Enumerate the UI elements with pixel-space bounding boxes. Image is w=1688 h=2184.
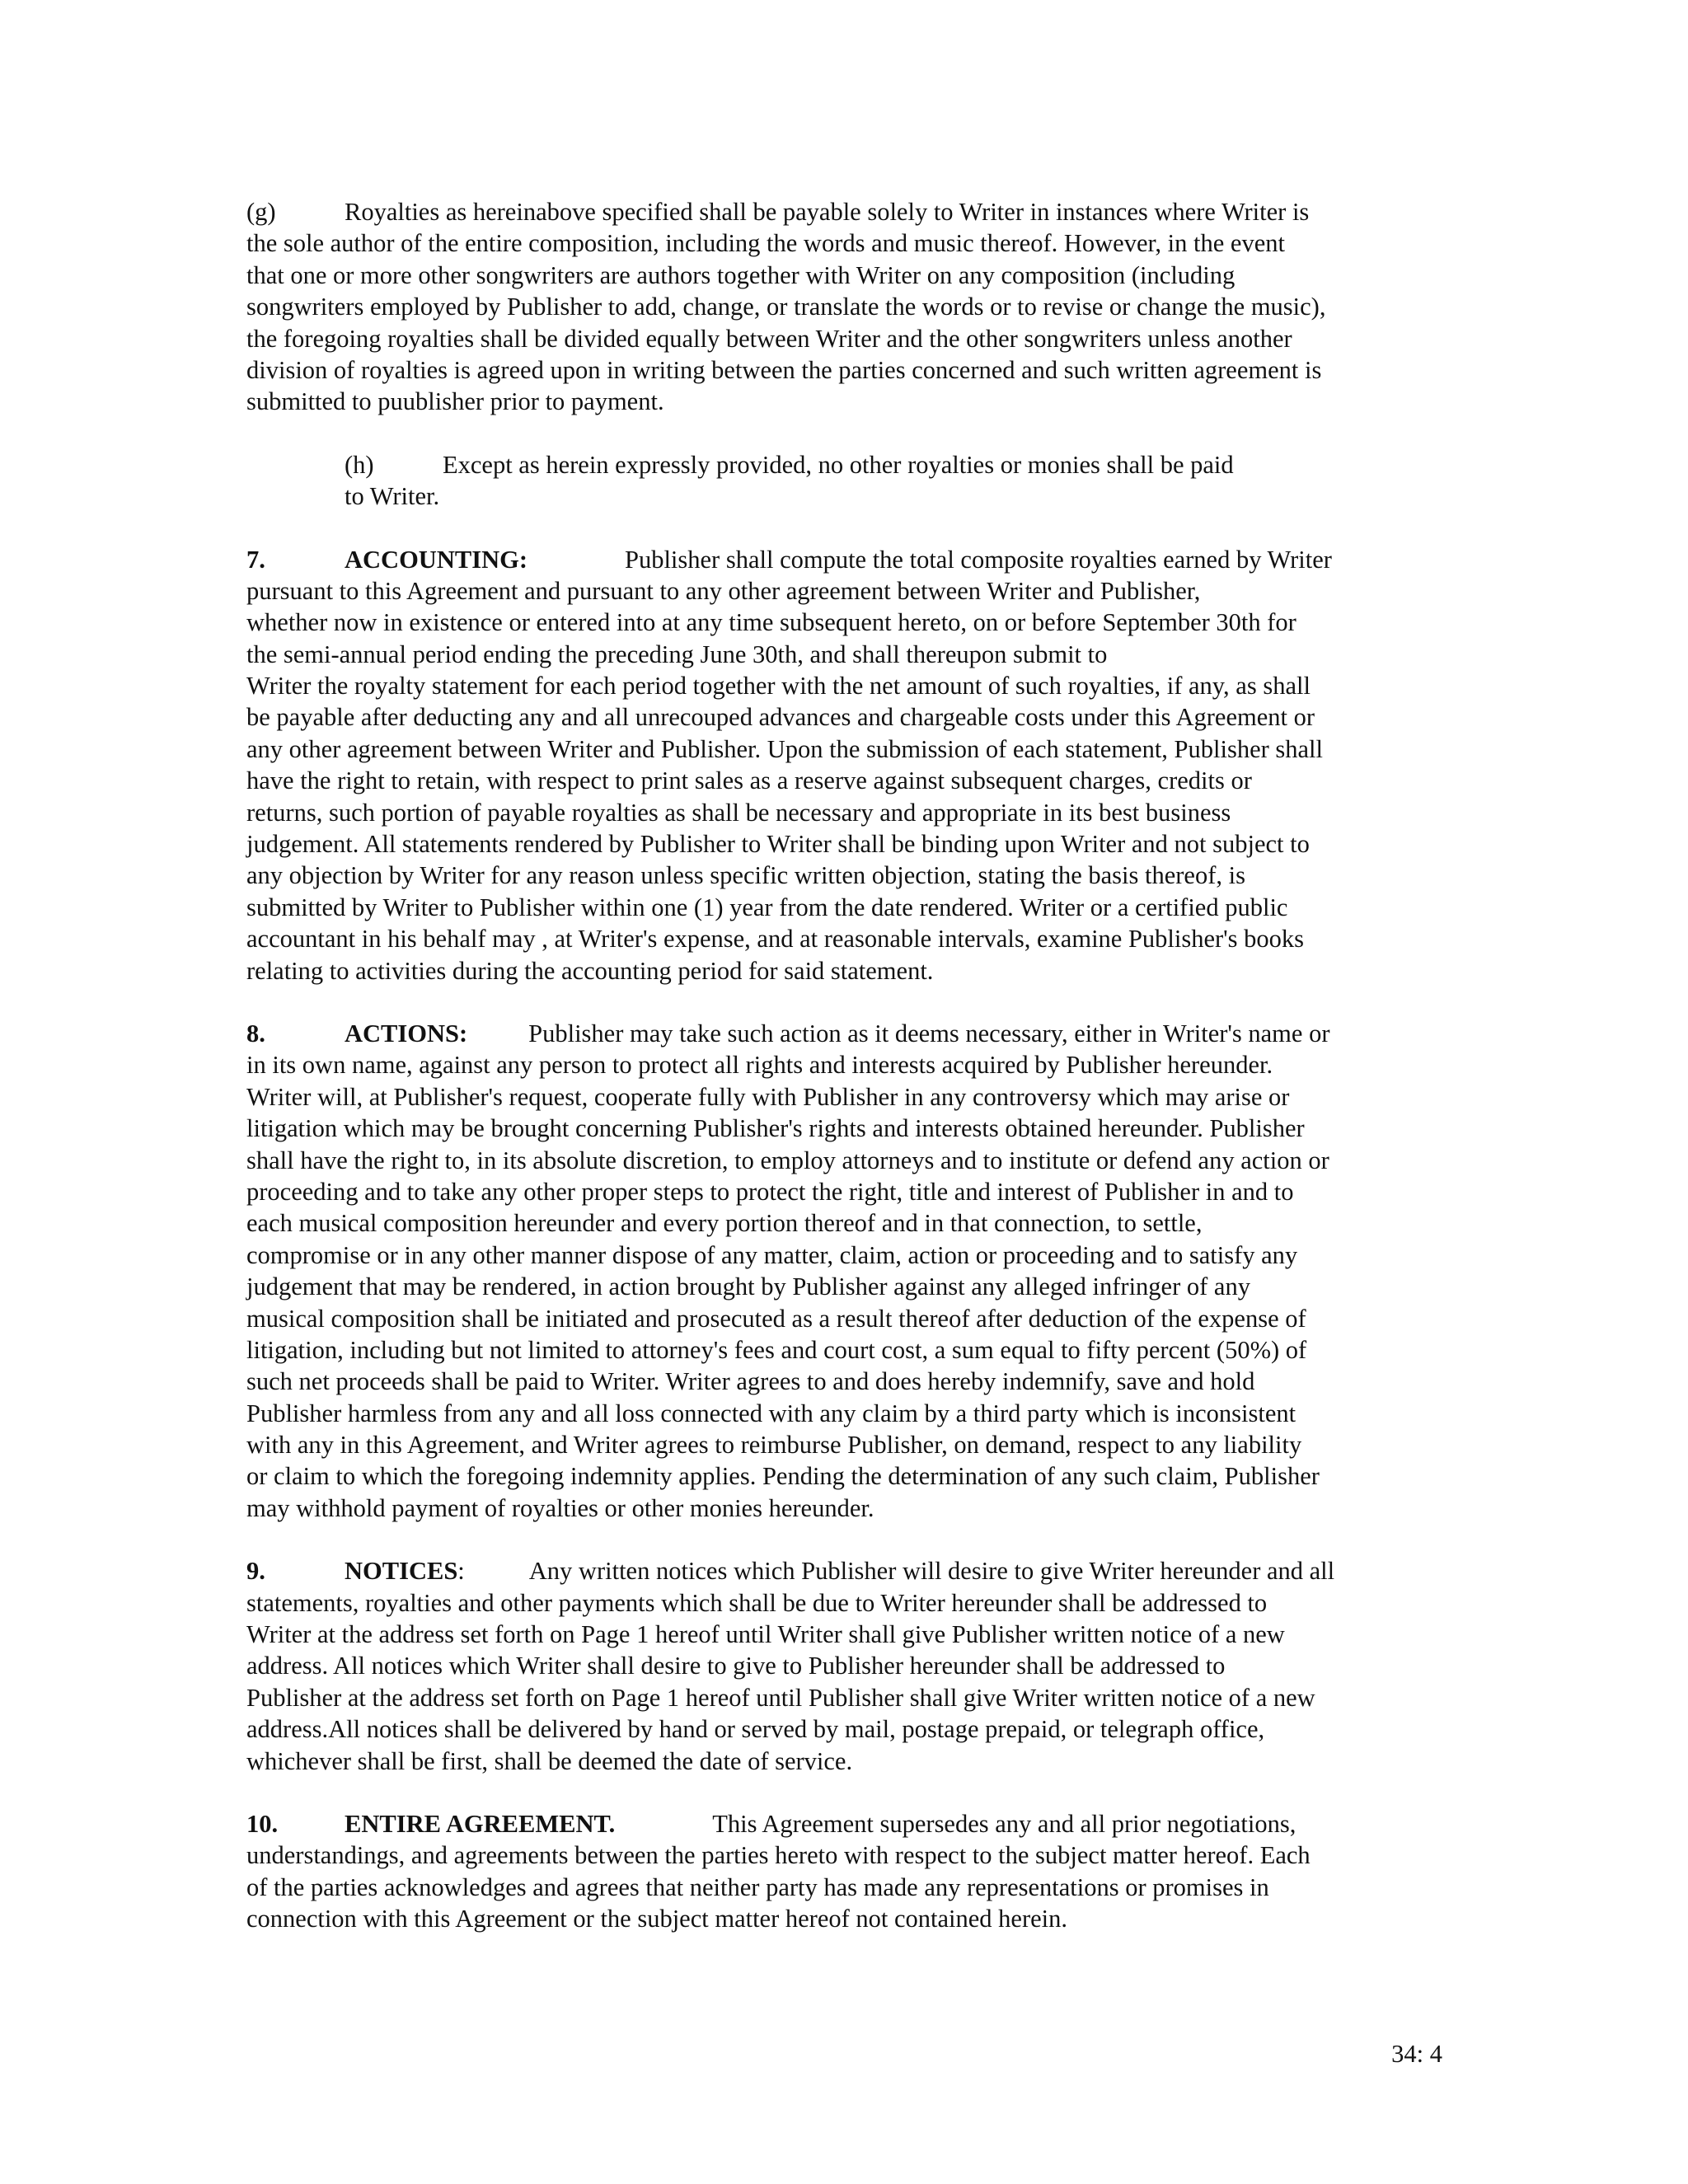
section-9-text-1: Any written notices which Publisher will desire to give Writer hereunder and all: [528, 1557, 1335, 1586]
section-10-entire-agreement: [246, 1808, 1443, 1935]
section-9-line-3: Writer at the address set forth on Page 1 hereof until Writer shall give Publisher written notice of a new: [246, 1620, 1285, 1649]
section-7-line-12: submitted by Writer to Publisher within one (1) year from the date rendered. Writer or a certified public: [246, 893, 1288, 921]
paragraph-h-text-1: Except as herein expressly provided, no other royalties or monies shall be paid: [443, 450, 1234, 479]
section-9-colon: :: [457, 1557, 465, 1586]
section-9-line-7: whichever shall be first, shall be deemed the date of service.: [246, 1746, 853, 1775]
section-10-number: 10.: [246, 1809, 279, 1838]
section-8-line-6: proceeding and to take any other proper steps to protect the right, title and interest of Publisher in and to: [246, 1177, 1294, 1206]
section-7-line-1: [246, 544, 1443, 575]
section-8-line-16: may withhold payment of royalties or other monies hereunder.: [246, 1493, 874, 1522]
section-8-line-10: musical composition shall be initiated and prosecuted as a result thereof after deduction of the expense of: [246, 1304, 1306, 1333]
section-7-line-10: judgement. All statements rendered by Publisher to Writer shall be binding upon Writer and not subject to: [246, 830, 1310, 859]
section-10-line-2: understandings, and agreements between the parties hereto with respect to the subject matter hereof. Each: [246, 1841, 1311, 1870]
section-7-heading: ACCOUNTING:: [345, 545, 528, 574]
section-8-line-4: litigation which may be brought concerning Publisher's rights and interests obtained hereunder. Publisher: [246, 1114, 1305, 1143]
paragraph-g-line-3: that one or more other songwriters are authors together with Writer on any composition (including: [246, 260, 1236, 289]
section-8-number: 8.: [246, 1019, 265, 1047]
section-9-line-4: address. All notices which Writer shall desire to give to Publisher hereunder shall be addressed to: [246, 1652, 1226, 1680]
paragraph-g: [246, 196, 1443, 418]
section-8-line-5: shall have the right to, in its absolute discretion, to employ attorneys and to institute or defend any action or: [246, 1146, 1329, 1174]
section-7-line-5: Writer the royalty statement for each period together with the net amount of such royalties, if any, as shall: [246, 672, 1311, 701]
section-10-line-3: of the parties acknowledges and agrees that neither party has made any representations or promises in: [246, 1872, 1269, 1901]
section-9-line-6: address.All notices shall be delivered by hand or served by mail, postage prepaid, or telegraph office,: [246, 1715, 1265, 1744]
section-7-text-1: Publisher shall compute the total composite royalties earned by Writer: [624, 545, 1332, 574]
paragraph-g-line-7: submitted to puublisher prior to payment.: [246, 387, 664, 416]
section-9-number: 9.: [246, 1557, 265, 1586]
section-7-line-14: relating to activities during the accounting period for said statement.: [246, 956, 934, 985]
paragraph-g-label: (g): [246, 198, 276, 226]
section-7-line-4: the semi-annual period ending the preceding June 30th, and shall thereupon submit to: [246, 640, 1108, 668]
section-9-heading: NOTICES: [345, 1557, 458, 1586]
paragraph-g-line-2: the sole author of the entire composition, including the words and music thereof. However, in the event: [246, 229, 1285, 258]
section-8-line-11: litigation, including but not limited to attorney's fees and court cost, a sum equal to fifty percent (50%) of: [246, 1335, 1307, 1364]
paragraph-g-line-4: songwriters employed by Publisher to add, change, or translate the words or to revise or change the music),: [246, 293, 1326, 321]
section-10-line-4: connection with this Agreement or the subject matter hereof not contained herein.: [246, 1905, 1068, 1933]
section-10-heading: ENTIRE AGREEMENT.: [345, 1809, 616, 1838]
section-7-line-9: returns, such portion of payable royalties as shall be necessary and appropriate in its best business: [246, 798, 1231, 827]
section-9-line-5: Publisher at the address set forth on Page 1 hereof until Publisher shall give Writer written notice of a new: [246, 1683, 1315, 1712]
section-8-heading: ACTIONS:: [345, 1019, 468, 1047]
section-10-line-1: [246, 1808, 1443, 1840]
section-9-line-2: statements, royalties and other payments which shall be due to Writer hereunder shall be addressed to: [246, 1588, 1268, 1617]
section-8-actions: [246, 1018, 1443, 1524]
section-8-line-14: with any in this Agreement, and Writer agrees to reimburse Publisher, on demand, respect to any liability: [246, 1431, 1302, 1460]
section-8-line-8: compromise or in any other manner dispose of any matter, claim, action or proceeding and to satisfy any: [246, 1240, 1298, 1269]
paragraph-g-line-5: the foregoing royalties shall be divided equally between Writer and the other songwriters unless another: [246, 324, 1292, 353]
section-7-number: 7.: [246, 545, 265, 574]
paragraph-g-text-1: Royalties as hereinabove specified shall be payable solely to Writer in instances where Writer is: [345, 198, 1310, 226]
page-number: 34: 4: [1391, 2040, 1442, 2068]
section-9-notices: [246, 1555, 1443, 1777]
section-7-accounting: [246, 544, 1443, 987]
section-8-text-1: Publisher may take such action as it deems necessary, either in Writer's name or: [528, 1019, 1330, 1047]
section-8-line-3: Writer will, at Publisher's request, cooperate fully with Publisher in any controversy which may arise or: [246, 1082, 1290, 1111]
section-7-line-8: have the right to retain, with respect to print sales as a reserve against subsequent charges, credits or: [246, 766, 1252, 795]
section-8-line-12: such net proceeds shall be paid to Writer. Writer agrees to and does hereby indemnify, save and hold: [246, 1367, 1255, 1396]
section-8-line-7: each musical composition hereunder and every portion thereof and in that connection, to settle,: [246, 1209, 1203, 1238]
section-8-line-1: [246, 1018, 1443, 1049]
section-8-line-15: or claim to which the foregoing indemnity applies. Pending the determination of any such claim, Publisher: [246, 1462, 1320, 1491]
section-7-line-2: pursuant to this Agreement and pursuant to any other agreement between Writer and Publisher,: [246, 576, 1201, 605]
paragraph-g-line-6: division of royalties is agreed upon in writing between the parties concerned and such written agreement is: [246, 355, 1322, 384]
paragraph-g-line-1: [246, 196, 1443, 227]
section-7-line-3: whether now in existence or entered into at any time subsequent hereto, on or before September 30th for: [246, 608, 1296, 637]
paragraph-h-line-1: [345, 449, 1443, 480]
document-page: [246, 196, 1443, 1966]
section-8-line-9: judgement that may be rendered, in action brought by Publisher against any alleged infringer of any: [246, 1272, 1250, 1301]
section-10-text-1: This Agreement supersedes any and all prior negotiations,: [712, 1809, 1296, 1838]
paragraph-h-line-2: to Writer.: [345, 482, 440, 511]
section-8-line-2: in its own name, against any person to protect all rights and interests acquired by Publisher hereunder.: [246, 1051, 1273, 1080]
section-9-line-1: [246, 1555, 1443, 1586]
section-7-line-6: be payable after deducting any and all unrecouped advances and chargeable costs under this Agreement or: [246, 703, 1315, 732]
section-7-line-11: any objection by Writer for any reason unless specific written objection, stating the basis thereof, is: [246, 861, 1245, 890]
paragraph-h-label: (h): [345, 450, 374, 479]
paragraph-h: [345, 449, 1443, 513]
section-8-line-13: Publisher harmless from any and all loss connected with any claim by a third party which is inconsistent: [246, 1399, 1296, 1427]
section-7-line-13: accountant in his behalf may , at Writer's expense, and at reasonable intervals, examine Publisher's books: [246, 925, 1305, 954]
section-7-line-7: any other agreement between Writer and Publisher. Upon the submission of each statement, Publisher shall: [246, 734, 1324, 763]
